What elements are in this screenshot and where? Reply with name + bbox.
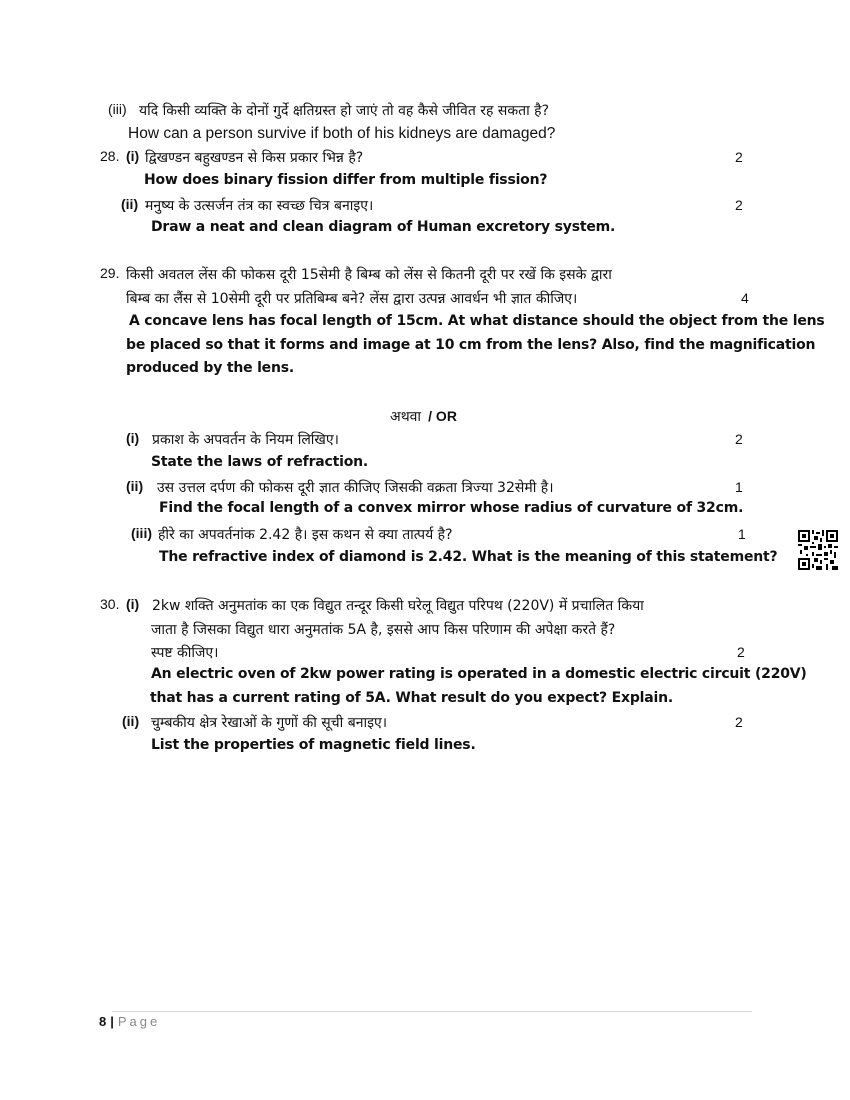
q28-i-label: (i): [126, 148, 140, 164]
q29-number: 29.: [100, 265, 120, 281]
q29-i-hindi: प्रकाश के अपवर्तन के नियम लिखिए।: [152, 432, 339, 448]
q29-iii-english: The refractive index of diamond is 2.42. What is the meaning of this statement?: [159, 549, 778, 565]
footer-separator: |: [110, 1014, 114, 1029]
q29-english-line3: produced by the lens.: [126, 360, 294, 376]
q29-marks: 4: [741, 290, 749, 306]
page-number: 8: [99, 1014, 107, 1029]
q30-i-label: (i): [126, 596, 140, 612]
q30-ii-hindi: चुम्बकीय क्षेत्र रेखाओं के गुणों की सूची बनाइए।: [151, 715, 388, 731]
q30-i-hindi-line1: 2kw शक्ति अनुमतांक का एक विद्युत तन्दूर किसी घरेलू विद्युत परिपथ (220V) में प्रचालित किया: [152, 598, 644, 614]
q30-ii-english: List the properties of magnetic field lines.: [151, 737, 476, 753]
q27-iii-english: How can a person survive if both of his kidneys are damaged?: [128, 125, 556, 142]
q29-iii-hindi: हीरे का अपवर्तनांक 2.42 है। इस कथन से क्या तात्पर्य है?: [158, 527, 453, 543]
q30-ii-label: (ii): [122, 713, 140, 729]
q28-ii-marks: 2: [735, 197, 743, 213]
q29-ii-english: Find the focal length of a convex mirror whose radius of curvature of 32cm.: [159, 500, 744, 516]
q29-ii-label: (ii): [126, 478, 144, 494]
q29-i-label: (i): [126, 430, 140, 446]
q27-iii-label: (iii): [108, 101, 127, 117]
q28-i-hindi: द्विखण्डन बहुखण्डन से किस प्रकार भिन्न है?: [145, 150, 364, 166]
q30-ii-marks: 2: [735, 714, 743, 730]
q29-i-english: State the laws of refraction.: [151, 454, 369, 470]
q30-number: 30.: [100, 596, 120, 612]
q29-english-line2: be placed so that it forms and image at 10 cm from the lens? Also, find the magnification: [126, 337, 816, 353]
or-english: / OR: [428, 408, 457, 424]
page-word: Page: [117, 1014, 161, 1029]
q30-i-english-line1: An electric oven of 2kw power rating is operated in a domestic electric circuit (220V): [151, 666, 807, 682]
or-divider: [390, 406, 457, 426]
q28-ii-hindi: मनुष्य के उत्सर्जन तंत्र का स्वच्छ चित्र बनाइए।: [145, 198, 374, 214]
q28-i-english: How does binary fission differ from multiple fission?: [144, 172, 548, 188]
q29-hindi-line2: बिम्ब का लैंस से 10सेमी दूरी पर प्रतिबिम्ब बने? लेंस द्वारा उत्पन्न आवर्धन भी ज्ञात कीजिए।: [126, 291, 578, 307]
q30-i-hindi-line2: जाता है जिसका विद्युत धारा अनुमतांक 5A है, इससे आप किस परिणाम की अपेक्षा करते हैं?: [151, 622, 616, 638]
page-footer: [99, 1014, 160, 1029]
q29-i-marks: 2: [735, 431, 743, 447]
q28-ii-label: (ii): [121, 196, 139, 212]
or-hindi: अथवा: [390, 409, 422, 425]
q29-iii-label: (iii): [131, 525, 152, 541]
q29-hindi-line1: किसी अवतल लेंस की फोकस दूरी 15सेमी है बिम्ब को लेंस से कितनी दूरी पर रखें कि इसके द्वारा: [126, 267, 612, 283]
q29-english-line1: A concave lens has focal length of 15cm. At what distance should the object from the lens: [129, 313, 825, 329]
q30-i-english-line2: that has a current rating of 5A. What result do you expect? Explain.: [150, 690, 673, 706]
q29-iii-marks: 1: [738, 526, 746, 542]
q28-ii-english: Draw a neat and clean diagram of Human excretory system.: [151, 219, 616, 235]
q27-iii-hindi: यदि किसी व्यक्ति के दोनों गुर्दे क्षतिग्रस्त हो जाएं तो वह कैसे जीवित रह सकता है?: [139, 103, 550, 119]
footer-divider: [112, 1011, 752, 1012]
q28-number: 28.: [100, 148, 120, 164]
q30-i-hindi-line3: स्पष्ट कीजिए।: [151, 645, 219, 661]
qr-code-icon: [798, 530, 838, 570]
q29-ii-marks: 1: [735, 479, 743, 495]
q29-ii-hindi: उस उत्तल दर्पण की फोकस दूरी ज्ञात कीजिए जिसकी वक्रता त्रिज्या 32सेमी है।: [157, 480, 554, 496]
q30-i-marks: 2: [737, 644, 745, 660]
q28-i-marks: 2: [735, 149, 743, 165]
